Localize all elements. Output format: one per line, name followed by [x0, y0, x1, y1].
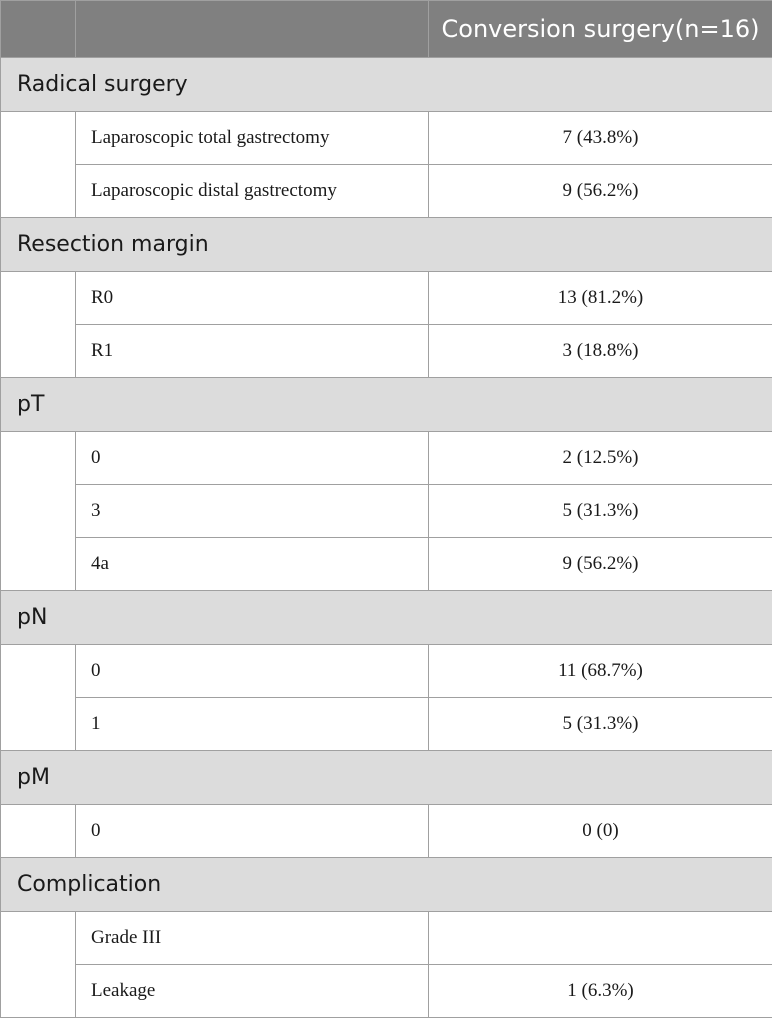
row-value: 11 (68.7%) — [429, 645, 772, 698]
row-label: Laparoscopic distal gastrectomy — [76, 165, 429, 218]
row-value: 0 (0) — [429, 805, 772, 858]
section-header-row — [1, 378, 772, 432]
table-row — [1, 538, 772, 591]
row-value — [429, 912, 772, 965]
section-title: pM — [1, 751, 772, 805]
row-value: 5 (31.3%) — [429, 698, 772, 751]
row-value: 9 (56.2%) — [429, 538, 772, 591]
table-row — [1, 805, 772, 858]
row-value: 3 (18.8%) — [429, 325, 772, 378]
row-label: Laparoscopic total gastrectomy — [76, 112, 429, 165]
section-title: Complication — [1, 858, 772, 912]
row-label: 1 — [76, 698, 429, 751]
row-label: 0 — [76, 432, 429, 485]
indent-cell — [1, 432, 76, 591]
row-label: Leakage — [76, 965, 429, 1018]
section-header-row — [1, 218, 772, 272]
row-value: 2 (12.5%) — [429, 432, 772, 485]
table-row — [1, 965, 772, 1018]
table-row — [1, 325, 772, 378]
table-row — [1, 485, 772, 538]
header-blank-1 — [1, 1, 76, 58]
table-row — [1, 645, 772, 698]
row-value: 1 (6.3%) — [429, 965, 772, 1018]
row-value: 5 (31.3%) — [429, 485, 772, 538]
header-conversion-surgery: Conversion surgery(n=16) — [429, 1, 772, 58]
row-value: 13 (81.2%) — [429, 272, 772, 325]
section-header-row — [1, 858, 772, 912]
indent-cell — [1, 912, 76, 1018]
section-title: pT — [1, 378, 772, 432]
indent-cell — [1, 272, 76, 378]
section-title: Radical surgery — [1, 58, 772, 112]
row-value: 9 (56.2%) — [429, 165, 772, 218]
table-row — [1, 272, 772, 325]
row-label: 3 — [76, 485, 429, 538]
indent-cell — [1, 645, 76, 751]
table-row — [1, 698, 772, 751]
table-body — [1, 58, 772, 1018]
table-row — [1, 165, 772, 218]
section-title: Resection margin — [1, 218, 772, 272]
row-label: R0 — [76, 272, 429, 325]
header-blank-2 — [76, 1, 429, 58]
row-label: Grade III — [76, 912, 429, 965]
section-header-row — [1, 58, 772, 112]
table-row — [1, 112, 772, 165]
section-header-row — [1, 751, 772, 805]
row-label: 4a — [76, 538, 429, 591]
row-label: 0 — [76, 805, 429, 858]
table-row — [1, 912, 772, 965]
section-title: pN — [1, 591, 772, 645]
row-value: 7 (43.8%) — [429, 112, 772, 165]
indent-cell — [1, 805, 76, 858]
table-header-row — [1, 1, 772, 58]
row-label: R1 — [76, 325, 429, 378]
section-header-row — [1, 591, 772, 645]
indent-cell — [1, 112, 76, 218]
row-label: 0 — [76, 645, 429, 698]
table-row — [1, 432, 772, 485]
